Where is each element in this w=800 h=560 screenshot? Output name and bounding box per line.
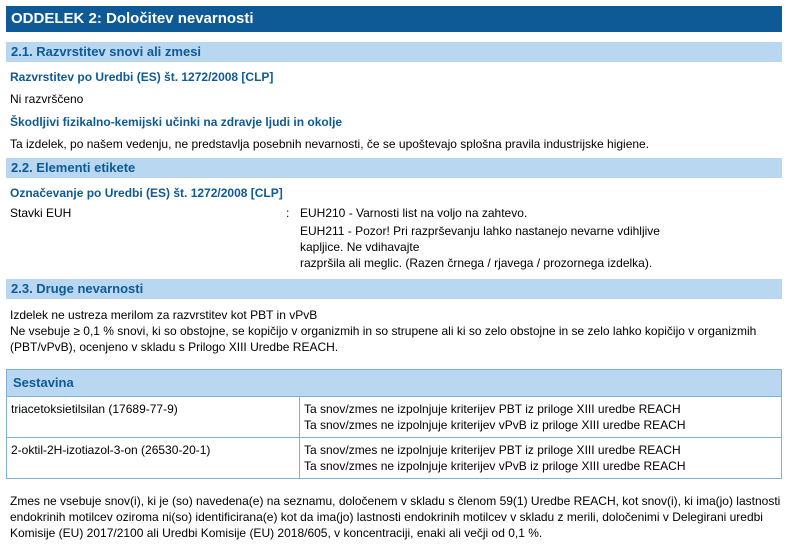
other-hazards-line: Ne vsebuje ≥ 0,1 % snovi, ki so obstojne, se kopičijo v organizmih in so strupene ali ki so zelo obstojne in se zelo lahko kopičijo v organizmih <box>10 324 757 338</box>
component-assessment <box>300 397 782 438</box>
clp-classification-title: Razvrstitev po Uredbi (ES) št. 1272/2008 [CLP] <box>10 70 274 84</box>
note-line: Zmes ne vsebuje snov(i), ki je (so) navedena(e) na seznamu, določenem v skladu s členom 59(1) Uredbe REACH, kot snov(i), ki ima(jo) lastnosti <box>10 494 781 508</box>
table-row <box>7 438 782 479</box>
note-line: Komisije (EU) 2017/2100 ali Uredbi Komisije (EU) 2018/605, v koncentraciji, enaki ali večji od 0,1 %. <box>10 526 543 540</box>
labelling-title: Označevanje po Uredbi (ES) št. 1272/2008 [CLP] <box>10 186 283 200</box>
euh-colon: : <box>286 206 290 220</box>
euh-statements-row <box>6 205 782 271</box>
sds-section-2 <box>6 6 782 541</box>
header-2-2: 2.2. Elementi etikete <box>6 158 782 178</box>
euh-values <box>300 205 680 271</box>
component-name: 2-oktil-2H-izotiazol-3-on (26530-20-1) <box>7 438 300 479</box>
table-header: Sestavina <box>7 370 782 397</box>
assessment-line: Ta snov/zmes ne izpolnjuje kriterijev vPvB iz priloge XIII uredbe REACH <box>304 459 686 473</box>
component-assessment <box>300 438 782 479</box>
note-line: endokrinih motilcev oziroma ni(so) identificirana(e) kot da ima(jo) lastnosti endokrinih motilcev v skladu z merili, določenimi v Delegirani uredbi <box>10 510 763 524</box>
physchem-effects-value: Ta izdelek, po našem vedenju, ne predstavlja posebnih nevarnosti, če se upoštevajo splošna pravila industrijske higiene. <box>10 137 650 151</box>
assessment-line: Ta snov/zmes ne izpolnjuje kriterijev PBT iz priloge XIII uredbe REACH <box>304 443 681 457</box>
header-2-1: 2.1. Razvrstitev snovi ali zmesi <box>6 42 782 62</box>
section-title: ODDELEK 2: Določitev nevarnosti <box>6 6 782 32</box>
other-hazards-line: Izdelek ne ustreza merilom za razvrstitev kot PBT in vPvB <box>10 308 318 322</box>
components-table <box>6 369 782 479</box>
component-name: triacetoksietilsilan (17689-77-9) <box>7 397 300 438</box>
table-header-row <box>7 370 782 397</box>
euh-line: EUH211 - Pozor! Pri razprševanju lahko nastanejo nevarne vdihljive kapljice. Ne vdihavajte <box>300 224 660 254</box>
other-hazards-line: (PBT/vPvB), ocenjeno v skladu s Prilogo XIII Uredbe REACH. <box>10 340 339 354</box>
assessment-line: Ta snov/zmes ne izpolnjuje kriterijev vPvB iz priloge XIII uredbe REACH <box>304 418 686 432</box>
physchem-effects-title: Škodljivi fizikalno-kemijski učinki na zdravje ljudi in okolje <box>10 115 343 129</box>
euh-line: EUH210 - Varnosti list na voljo na zahtevo. <box>300 206 528 220</box>
header-2-3: 2.3. Druge nevarnosti <box>6 279 782 299</box>
euh-line: razpršila ali meglic. (Razen črnega / rjavega / prozornega izdelka). <box>300 256 653 270</box>
table-row <box>7 397 782 438</box>
clp-classification-value: Ni razvrščeno <box>10 92 84 106</box>
endocrine-disruptor-note <box>6 493 782 541</box>
assessment-line: Ta snov/zmes ne izpolnjuje kriterijev PBT iz priloge XIII uredbe REACH <box>304 402 681 416</box>
euh-label: Stavki EUH <box>10 206 72 220</box>
